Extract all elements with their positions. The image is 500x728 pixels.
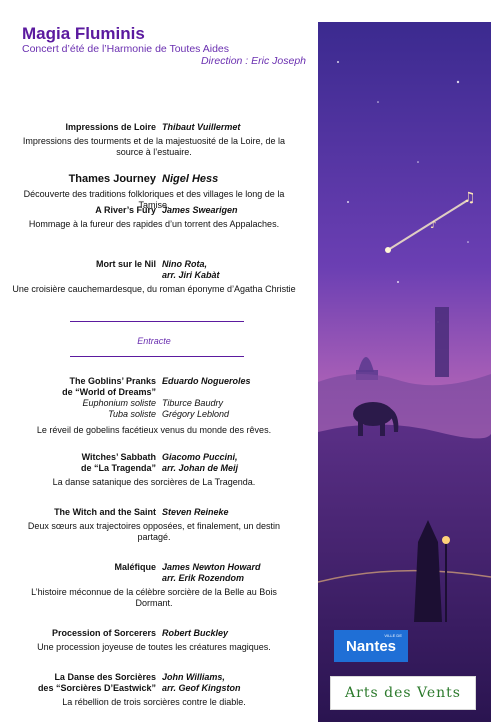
entracte-label: Entracte	[137, 336, 171, 346]
piece-composer: John Williams,	[162, 672, 225, 682]
piece-subtitle: de “La Tragenda”	[80, 463, 156, 473]
piece-description: La rébellion de trois sorcières contre le diable.	[62, 697, 246, 707]
piece-subtitle: des “Sorcières D’Eastwick”	[37, 683, 156, 693]
piece-item	[0, 259, 308, 295]
staff-light-icon	[442, 536, 450, 544]
music-note-icon: ♪	[430, 220, 437, 231]
piece-description: Une procession joyeuse de toutes les créatures magiques.	[37, 642, 271, 652]
conductor-line: Direction : Eric Joseph	[200, 55, 306, 67]
piece-title: La Danse des Sorcières	[54, 672, 156, 682]
piece-composer: Eduardo Nogueroles	[162, 376, 251, 386]
program-header	[22, 24, 308, 68]
piece-item	[0, 562, 308, 609]
piece-description: Découverte des traditions folkloriques et des villages le long de la Tamise.	[23, 189, 285, 210]
arts-des-vents-logo: Arts des Vents	[330, 676, 476, 710]
piece-description: Impressions des tourments et de la majestuosité de la Loire, de la source à l’estuaire.	[22, 136, 286, 157]
piece-arranger: arr. Jiri Kabàt	[162, 270, 220, 280]
divider	[70, 321, 244, 322]
soloist-role: Euphonium soliste	[82, 398, 156, 408]
piece-subtitle: de “World of Dreams”	[62, 387, 156, 397]
piece-title: A River’s Fury	[95, 205, 156, 215]
piece-item	[0, 672, 308, 708]
fantasy-illustration	[318, 22, 491, 722]
piece-description: Deux sœurs aux trajectoires opposées, et finalement, un destin partagé.	[27, 521, 281, 542]
soloist-role: Tuba soliste	[108, 409, 156, 419]
piece-composer: James Newton Howard	[162, 562, 261, 572]
piece-composer: Thibaut Vuillermet	[162, 122, 241, 132]
piece-composer: Steven Reineke	[162, 507, 229, 517]
soloist-name: Grégory Leblond	[162, 409, 230, 419]
piece-item	[0, 376, 308, 436]
piece-title: Mort sur le Nil	[95, 259, 156, 269]
piece-arranger: arr. Johan de Meij	[162, 463, 239, 473]
piece-composer: Robert Buckley	[162, 628, 229, 638]
soloist-line	[0, 398, 308, 409]
concert-subtitle: Concert d’été de l’Harmonie de Toutes Aides	[22, 43, 230, 55]
piece-title: Thames Journey	[68, 173, 156, 185]
piece-title: Impressions de Loire	[65, 122, 156, 132]
piece-item	[0, 205, 308, 230]
soloist-line	[0, 409, 308, 420]
piece-title: The Goblins’ Pranks	[69, 376, 156, 386]
piece-item	[0, 507, 308, 543]
piece-arranger: arr. Geof Kingston	[162, 683, 241, 693]
concert-title: Magia Fluminis	[22, 24, 145, 43]
piece-description: L’histoire méconnue de la célèbre sorcière de la Belle au Bois Dormant.	[31, 587, 277, 608]
soloist-name: Tiburce Baudry	[162, 398, 223, 408]
piece-title: Witches’ Sabbath	[81, 452, 156, 462]
music-note-icon: ♫	[463, 190, 476, 206]
nantes-logo: VILLE DE Nantes	[334, 630, 408, 662]
piece-composer: Nigel Hess	[162, 173, 219, 185]
piece-item	[0, 628, 308, 653]
tower	[435, 307, 449, 377]
piece-composer: James Swearigen	[162, 205, 238, 215]
piece-item	[0, 452, 308, 488]
piece-description: Hommage à la fureur des rapides d’un torrent des Appalaches.	[28, 219, 280, 229]
piece-title: Maléfique	[114, 562, 156, 572]
piece-composer: Giacomo Puccini,	[162, 452, 238, 462]
piece-item	[0, 122, 308, 158]
piece-description: La danse satanique des sorcières de La Tragenda.	[52, 477, 256, 487]
piece-arranger: arr. Erik Rozendom	[162, 573, 245, 583]
piece-composer: Nino Rota,	[162, 259, 207, 269]
piece-title: The Witch and the Saint	[54, 507, 156, 517]
divider	[70, 356, 244, 357]
piece-title: Procession of Sorcerers	[51, 628, 156, 638]
piece-description: Une croisière cauchemardesque, du roman éponyme d’Agatha Christie	[12, 284, 296, 294]
piece-description: Le réveil de gobelins facétieux venus du monde des rêves.	[36, 425, 272, 435]
illustration-svg	[318, 22, 491, 722]
